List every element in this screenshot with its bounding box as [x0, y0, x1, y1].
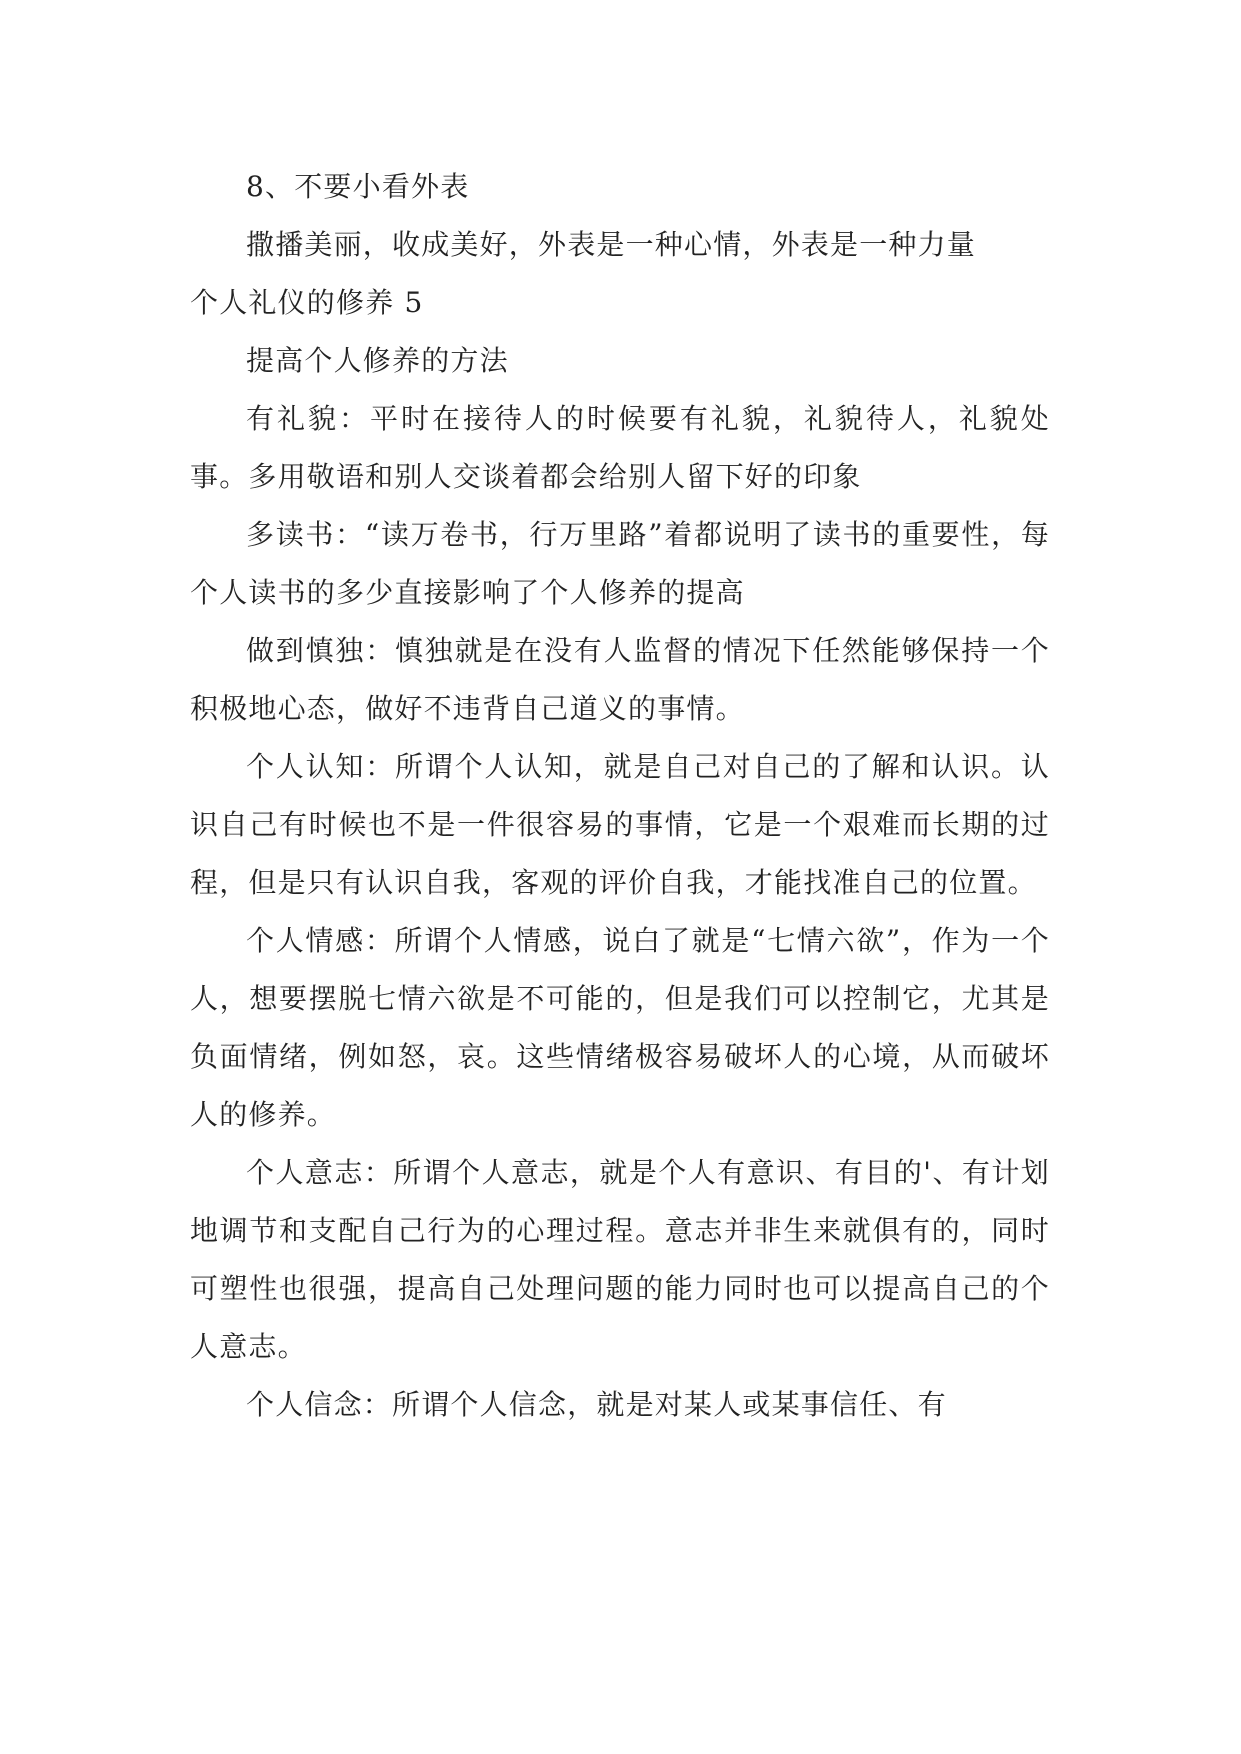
paragraph-belief: 个人信念：所谓个人信念，就是对某人或某事信任、有 [246, 1388, 947, 1421]
paragraph-reading: 多读书：“读万卷书，行万里路”着都说明了读书的重要性，每个人读书的多少直接影响了个人修养的提高 [190, 518, 1050, 609]
section-title: 个人礼仪的修养 5 [190, 286, 424, 319]
paragraph-cognition: 个人认知：所谓个人认知，就是自己对自己的了解和认识。认识自己有时候也不是一件很容易的事情，它是一个艰难而长期的过程，但是只有认识自我，客观的评价自我，才能找准自己的位置。 [190, 750, 1050, 899]
paragraph-prudence: 做到慎独：慎独就是在没有人监督的情况下任然能够保持一个积极地心态，做好不违背自己道义的事情。 [190, 634, 1050, 725]
paragraph-politeness: 有礼貌：平时在接待人的时候要有礼貌，礼貌待人，礼貌处事。多用敬语和别人交谈着都会给别人留下好的印象 [190, 402, 1050, 493]
subheading-methods: 提高个人修养的方法 [246, 344, 509, 377]
heading-item-8: 8、不要小看外表 [246, 170, 470, 203]
paragraph-will: 个人意志：所谓个人意志，就是个人有意识、有目的'、有计划地调节和支配自己行为的心理过程。意志并非生来就俱有的，同时可塑性也很强，提高自己处理问题的能力同时也可以提高自己的个人意志。 [190, 1156, 1050, 1363]
paragraph-appearance: 撒播美丽，收成美好，外表是一种心情，外表是一种力量 [246, 228, 977, 261]
paragraph-emotion: 个人情感：所谓个人情感，说白了就是“七情六欲”，作为一个人，想要摆脱七情六欲是不可能的，但是我们可以控制它，尤其是负面情绪，例如怒，哀。这些情绪极容易破坏人的心境，从而破坏人的修养。 [190, 924, 1050, 1131]
document-body [190, 158, 1050, 1434]
